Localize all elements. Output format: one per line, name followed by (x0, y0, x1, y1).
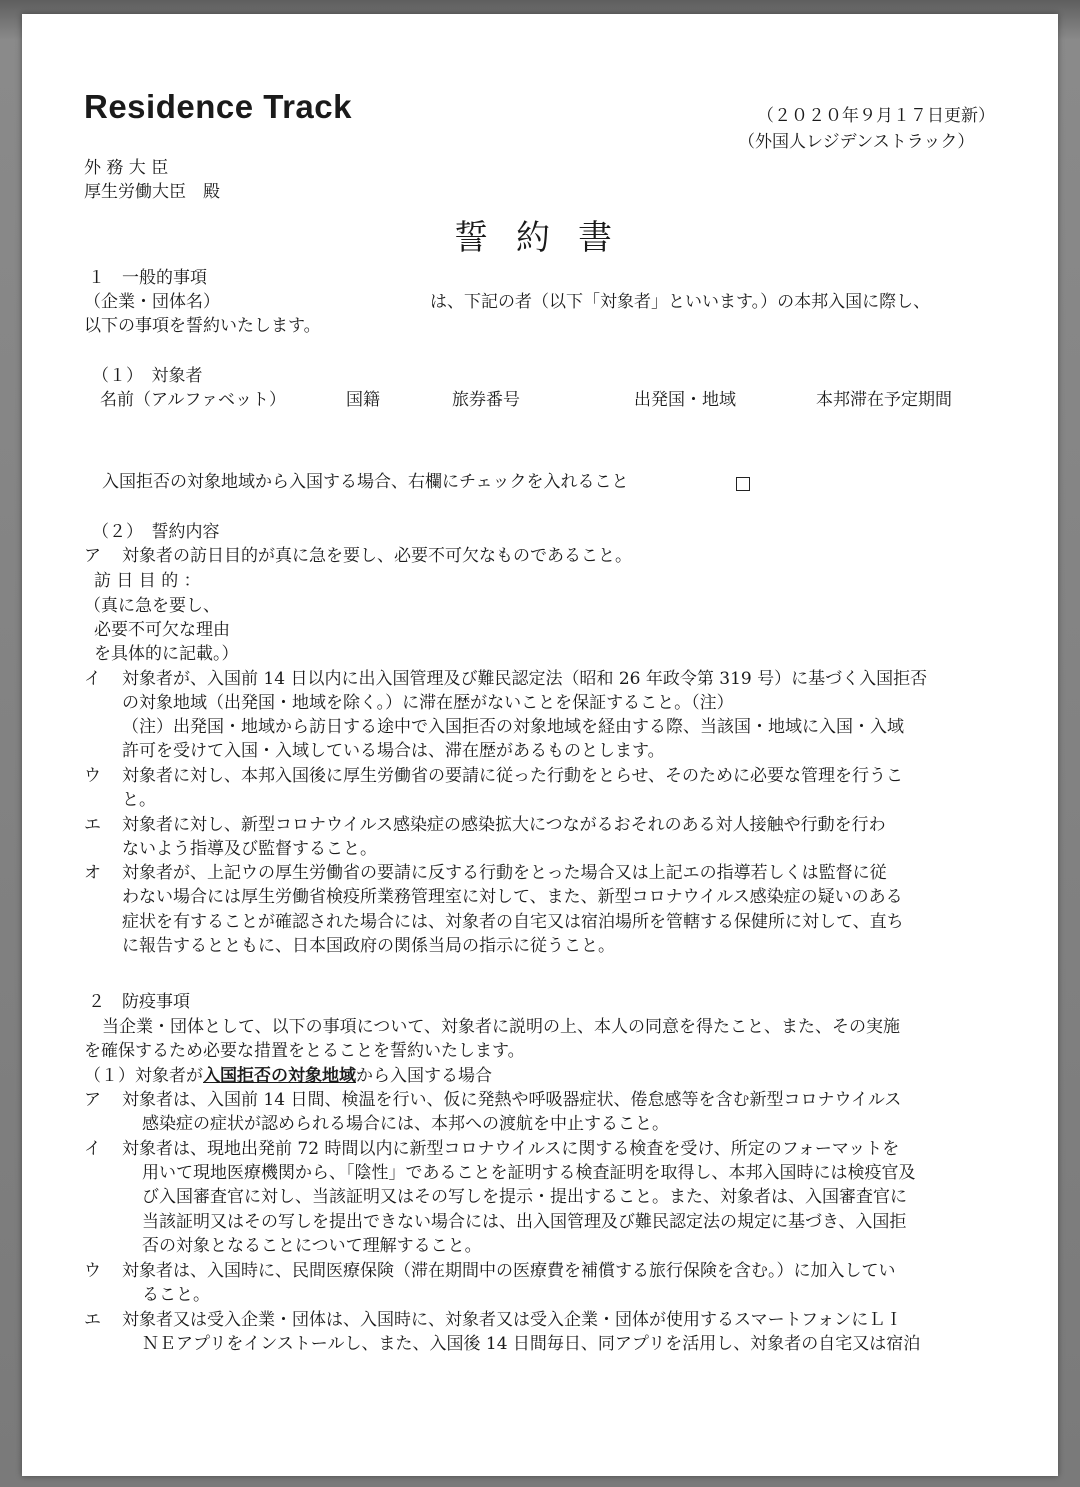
column-name: 名前（アルファベット） (100, 390, 286, 410)
document-page (22, 14, 1058, 1476)
pledge-contents-heading: （２） 誓約内容 (92, 522, 220, 542)
item-mark: ウ (84, 1261, 101, 1281)
pledge-item-e: 対象者に対し、新型コロナウイルス感染症の感染拡大につながるおそれのある対人接触や行動を行わ (122, 815, 886, 835)
subheading-emphasis: 入国拒否の対象地域 (203, 1066, 356, 1086)
pledge-item-i-note: （注）出発国・地域から訪日する途中で入国拒否の対象地域を経由する際、当該国・地域に入国・入域 (122, 717, 904, 737)
column-stay-period: 本邦滞在予定期間 (816, 390, 952, 410)
item-mark: ウ (84, 766, 101, 786)
restricted-area-subheading (84, 1064, 492, 1088)
section-1-heading: １ 一般的事項 (88, 268, 207, 288)
quarantine-item-u: ること。 (142, 1285, 210, 1305)
quarantine-item-i: び入国審査官に対し、当該証明又はその写しを提示・提出すること。また、対象者は、入国審査官に (142, 1187, 907, 1207)
pledge-item-i-note: 許可を受けて入国・入域している場合は、滞在歴があるものとします。 (122, 741, 665, 761)
item-mark: イ (84, 669, 101, 689)
track-name: （外国人レジデンストラック） (738, 132, 975, 152)
item-mark: ア (84, 1090, 101, 1110)
pledge-item-o: 症状を有することが確認された場合には、対象者の自宅又は宿泊場所を管轄する保健所に対して、直ち (122, 912, 904, 932)
check-instruction: 入国拒否の対象地域から入国する場合、右欄にチェックを入れること (102, 472, 629, 492)
item-mark: エ (84, 1310, 101, 1330)
pledge-item-u: と。 (122, 790, 156, 810)
addressee-foreign-minister: 外 務 大 臣 (84, 158, 169, 178)
pledge-item-e: ないよう指導及び監督すること。 (122, 839, 377, 859)
pledge-item-o: に報告するとともに、日本国政府の関係当局の指示に従うこと。 (122, 936, 615, 956)
column-nationality: 国籍 (346, 390, 380, 410)
quarantine-item-a: 感染症の症状が認められる場合には、本邦への渡航を中止すること。 (142, 1114, 669, 1134)
subheading-prefix: （１）対象者が (84, 1066, 203, 1086)
section-2-intro: を確保するため必要な措置をとることを誓約いたします。 (84, 1041, 525, 1061)
item-mark: エ (84, 815, 101, 835)
pledge-item-a: 対象者の訪日目的が真に急を要し、必要不可欠なものであること。 (122, 546, 632, 566)
item-mark: ア (84, 546, 101, 566)
document-english-title: Residence Track (84, 88, 352, 125)
item-mark: オ (84, 863, 101, 883)
quarantine-item-a: 対象者は、入国前 14 日間、検温を行い、仮に発熱や呼吸器症状、倦怠感等を含む新型コロナウイルス (122, 1090, 902, 1110)
pledge-text-line-1: は、下記の者（以下「対象者」といいます。）の本邦入国に際し、 (430, 292, 931, 312)
quarantine-item-i: 当該証明又はその写しを提出できない場合には、出入国管理及び難民認定法の規定に基づき、入国拒 (142, 1212, 907, 1232)
company-name-label: （企業・団体名） (84, 292, 220, 312)
section-2-intro: 当企業・団体として、以下の事項について、対象者に説明の上、本人の同意を得たこと、また、その実施 (102, 1017, 900, 1037)
visit-purpose-label: 訪 日 目 的 ： (94, 571, 201, 591)
document-title: 誓約書 (454, 218, 640, 258)
section-2-heading: ２ 防疫事項 (88, 992, 190, 1012)
quarantine-item-i: 対象者は、現地出発前 72 時間以内に新型コロナウイルスに関する検査を受け、所定のフォーマットを (122, 1139, 900, 1159)
column-passport: 旅券番号 (452, 390, 520, 410)
pledge-item-o: 対象者が、上記ウの厚生労働省の要請に反する行動をとった場合又は上記エの指導若しくは監督に従 (122, 863, 887, 883)
restricted-area-checkbox[interactable] (736, 473, 750, 492)
subject-heading: （１） 対象者 (92, 366, 203, 386)
visit-purpose-note: を具体的に記載。） (94, 644, 239, 664)
item-mark: イ (84, 1139, 101, 1159)
subheading-suffix: から入国する場合 (356, 1066, 492, 1086)
column-departure: 出発国・地域 (634, 390, 736, 410)
update-date: （２０２０年９月１７日更新） (757, 106, 995, 126)
pledge-item-o: わない場合には厚生労働省検疫所業務管理室に対して、また、新型コロナウイルス感染症の疑いのある (122, 887, 903, 907)
pledge-item-u: 対象者に対し、本邦入国後に厚生労働省の要請に従った行動をとらせ、そのために必要な管理を行うこ (122, 766, 903, 786)
quarantine-item-i: 否の対象となることについて理解すること。 (142, 1236, 482, 1256)
pledge-text-line-2: 以下の事項を誓約いたします。 (84, 316, 321, 336)
visit-purpose-note: （真に急を要し、 (84, 596, 220, 616)
quarantine-item-u: 対象者は、入国時に、民間医療保険（滞在期間中の医療費を補償する旅行保険を含む。）に加入してい (122, 1261, 896, 1281)
pledge-item-i: の対象地域（出発国・地域を除く。）に滞在歴がないことを保証すること。（注） (122, 693, 734, 713)
quarantine-item-e: ＮＥアプリをインストールし、また、入国後 14 日間毎日、同アプリを活用し、対象者の自宅又は宿泊 (142, 1334, 921, 1354)
visit-purpose-note: 必要不可欠な理由 (94, 620, 230, 640)
quarantine-item-i: 用いて現地医療機関から、「陰性」であることを証明する検査証明を取得し、本邦入国時には検疫官及 (142, 1163, 916, 1183)
pledge-item-i: 対象者が、入国前 14 日以内に出入国管理及び難民認定法（昭和 26 年政令第 319 号）に基づく入国拒否 (122, 669, 928, 689)
quarantine-item-e: 対象者又は受入企業・団体は、入国時に、対象者又は受入企業・団体が使用するスマートフォンにＬＩ (122, 1310, 903, 1330)
addressee-health-minister: 厚生労働大臣 殿 (84, 182, 220, 202)
